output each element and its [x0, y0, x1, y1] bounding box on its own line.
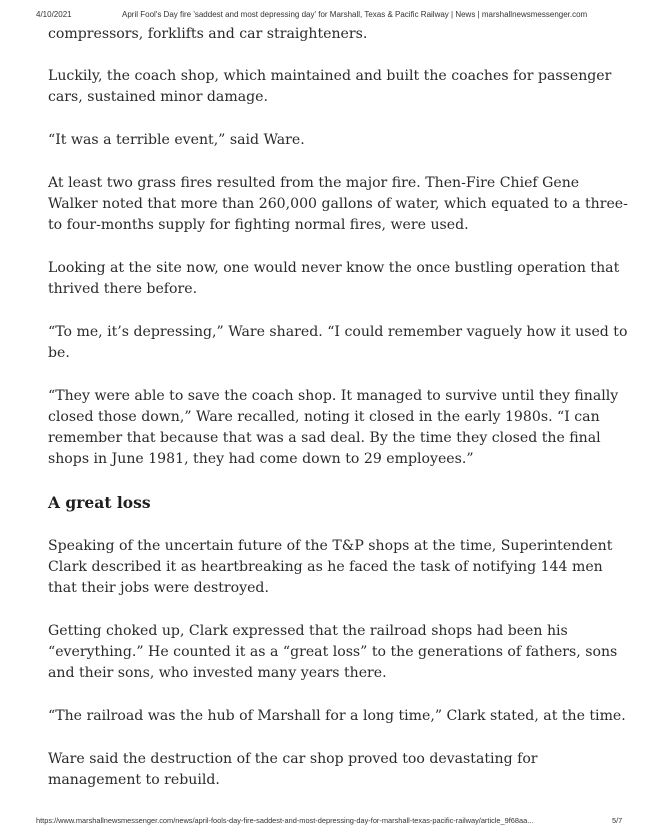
- article-paragraph: At least two grass fires resulted from the major fire. Then-Fire Chief Gene Walker noted that more than 260,000 gallons of water, which equated to a three- to four-months supply for fighting normal fires, were used.: [48, 175, 628, 233]
- article-paragraph: Speaking of the uncertain future of the T&P shops at the time, Superintendent Clark described it as heartbreaking as he faced the task of notifying 144 men that their jobs were destroyed.: [48, 538, 613, 596]
- article-paragraph: Luckily, the coach shop, which maintained and built the coaches for passenger cars, sustained minor damage.: [48, 68, 612, 105]
- print-footer: [0, 816, 646, 830]
- article-paragraph: Ware said the destruction of the car shop proved too devastating for management to rebuild.: [48, 751, 538, 788]
- article-paragraph: Getting choked up, Clark expressed that the railroad shops had been his “everything.” He counted it as a “great loss” to the generations of fathers, sons and their sons, who invested many years there.: [48, 623, 618, 681]
- article-body: [48, 24, 628, 813]
- print-url: https://www.marshallnewsmessenger.com/news/april-fools-day-fire-saddest-and-most-depressing-day-for-marshall-texas-pacific-railway/article_9f68aa...: [36, 816, 534, 825]
- print-date: 4/10/2021: [36, 10, 72, 19]
- article-paragraph: compressors, forklifts and car straighteners.: [48, 26, 368, 42]
- article-paragraph: “It was a terrible event,” said Ware.: [48, 132, 305, 148]
- article-paragraph: “They were able to save the coach shop. It managed to survive until they finally closed those down,” Ware recalled, noting it closed in the early 1980s. “I can remember that because that was a sad deal. By the time they closed the final shops in June 1981, they had come down to 29 employees.”: [48, 388, 619, 467]
- page-number: 5/7: [612, 816, 623, 825]
- print-page-title: April Fool's Day fire 'saddest and most depressing day' for Marshall, Texas & Pacific Railway | News | marshallnewsmessenger.com: [122, 10, 588, 19]
- print-header: [0, 10, 646, 24]
- section-heading: A great loss: [48, 493, 151, 512]
- article-paragraph: Looking at the site now, one would never know the once bustling operation that thrived there before.: [48, 260, 620, 297]
- article-paragraph: “To me, it’s depressing,” Ware shared. “I could remember vaguely how it used to be.: [48, 324, 628, 361]
- article-paragraph: “The railroad was the hub of Marshall for a long time,” Clark stated, at the time.: [48, 708, 626, 724]
